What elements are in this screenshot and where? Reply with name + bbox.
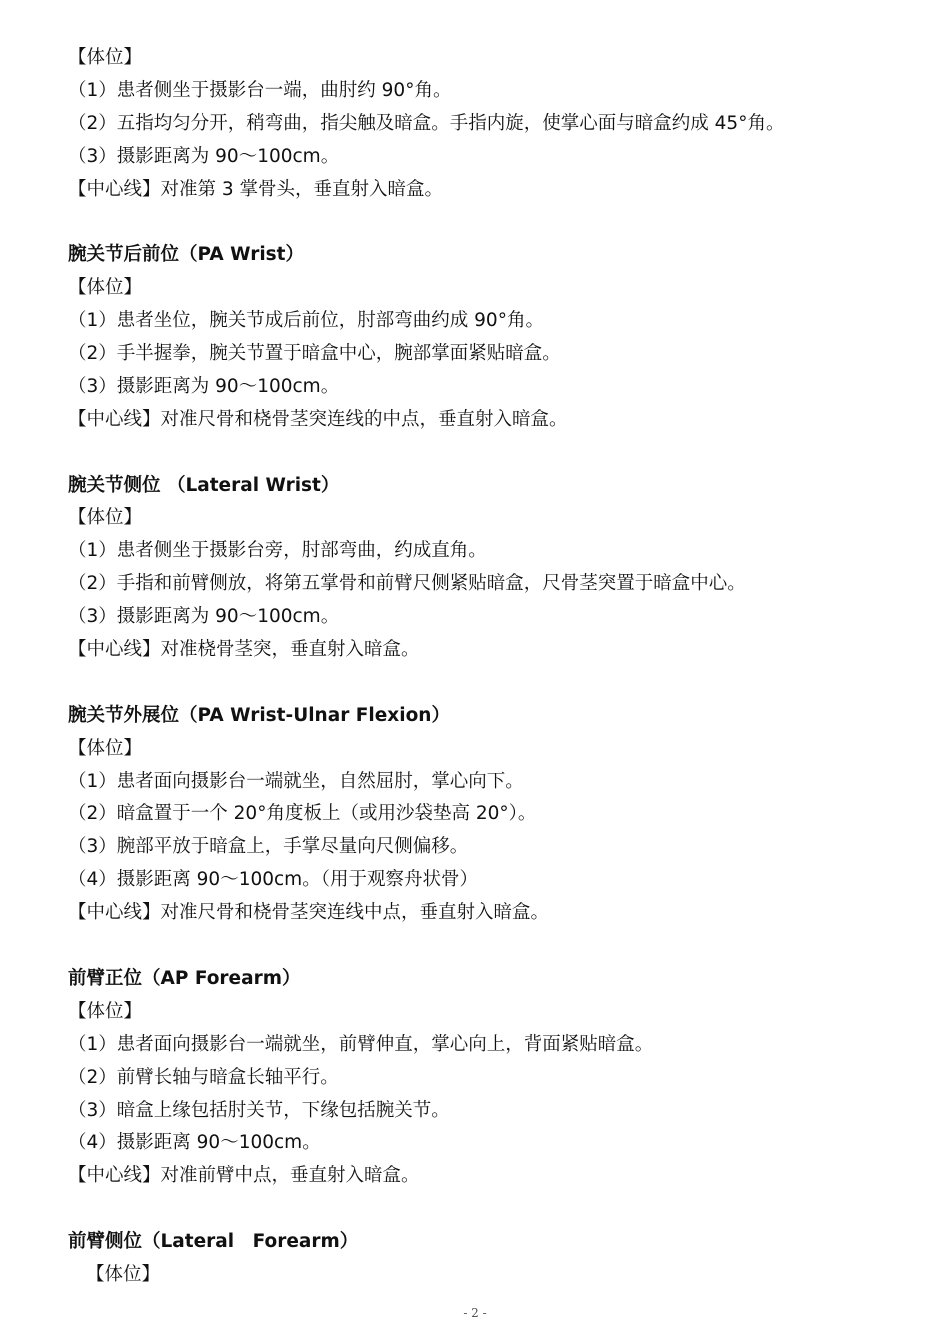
position-label: 【体位】	[68, 737, 143, 759]
document-page	[68, 42, 888, 1292]
position-label: 【体位】	[86, 1263, 161, 1285]
step-item: （4）摄影距离 90～100cm。（用于观察舟状骨）	[68, 869, 478, 891]
section-spacer	[68, 437, 888, 470]
page-number: - 2 -	[463, 1306, 487, 1320]
position-label: 【体位】	[68, 47, 143, 68]
section-spacer	[68, 930, 888, 963]
step-item: （1）患者侧坐于摄影台旁，肘部弯曲，约成直角。	[68, 540, 487, 562]
section-heading: 腕关节后前位（PA Wrist）	[68, 244, 305, 266]
position-label: 【体位】	[68, 277, 143, 299]
step-item: （2）手指和前臂侧放，将第五掌骨和前臂尺侧紧贴暗盒，尺骨茎突置于暗盒中心。	[68, 573, 746, 595]
step-item: （3）暗盒上缘包括肘关节，下缘包括腕关节。	[68, 1099, 450, 1121]
section-spacer	[68, 206, 888, 239]
step-item: （2）手半握拳，腕关节置于暗盒中心，腕部掌面紧贴暗盒。	[68, 343, 561, 365]
step-item: （2）暗盒置于一个 20°角度板上（或用沙袋垫高 20°）。	[68, 803, 537, 825]
section-heading: 腕关节外展位（PA Wrist-Ulnar Flexion）	[68, 704, 450, 726]
step-item: （1）患者面向摄影台一端就坐，自然屈肘，掌心向下。	[68, 770, 524, 792]
step-item: （3）摄影距离为 90～100cm。	[68, 606, 340, 628]
step-item: （3）腕部平放于暗盒上，手掌尽量向尺侧偏移。	[68, 836, 469, 858]
section-heading: 腕关节侧位 （Lateral Wrist）	[68, 474, 340, 496]
step-item: （1）患者侧坐于摄影台一端，曲肘约 90°角。	[68, 79, 452, 101]
section-heading: 前臂正位（AP Forearm）	[68, 967, 301, 989]
section-heading: 前臂侧位（Lateral Forearm）	[68, 1231, 359, 1253]
center-line: 【中心线】对准尺骨和桡骨茎突连线中点，垂直射入暗盒。	[68, 902, 550, 924]
step-item: （1）患者面向摄影台一端就坐，前臂伸直，掌心向上，背面紧贴暗盒。	[68, 1033, 654, 1055]
center-line: 【中心线】对准尺骨和桡骨茎突连线的中点，垂直射入暗盒。	[68, 408, 568, 430]
center-line: 【中心线】对准桡骨茎突，垂直射入暗盒。	[68, 639, 420, 661]
center-line: 【中心线】对准前臂中点，垂直射入暗盒。	[68, 1165, 420, 1187]
step-item: （4）摄影距离 90～100cm。	[68, 1132, 321, 1154]
step-item: （1）患者坐位，腕关节成后前位，肘部弯曲约成 90°角。	[68, 310, 544, 332]
section-spacer	[68, 667, 888, 700]
center-line: 【中心线】对准第 3 掌骨头，垂直射入暗盒。	[68, 178, 444, 200]
step-item: （3）摄影距离为 90～100cm。	[68, 375, 340, 397]
step-item: （3）摄影距离为 90～100cm。	[68, 145, 340, 167]
step-item: （2）五指均匀分开，稍弯曲，指尖触及暗盒。手指内旋，使掌心面与暗盒约成 45°角。	[68, 112, 785, 134]
step-item: （2）前臂长轴与暗盒长轴平行。	[68, 1066, 339, 1088]
position-label: 【体位】	[68, 507, 143, 529]
section-spacer	[68, 1193, 888, 1226]
position-label: 【体位】	[68, 1000, 143, 1022]
